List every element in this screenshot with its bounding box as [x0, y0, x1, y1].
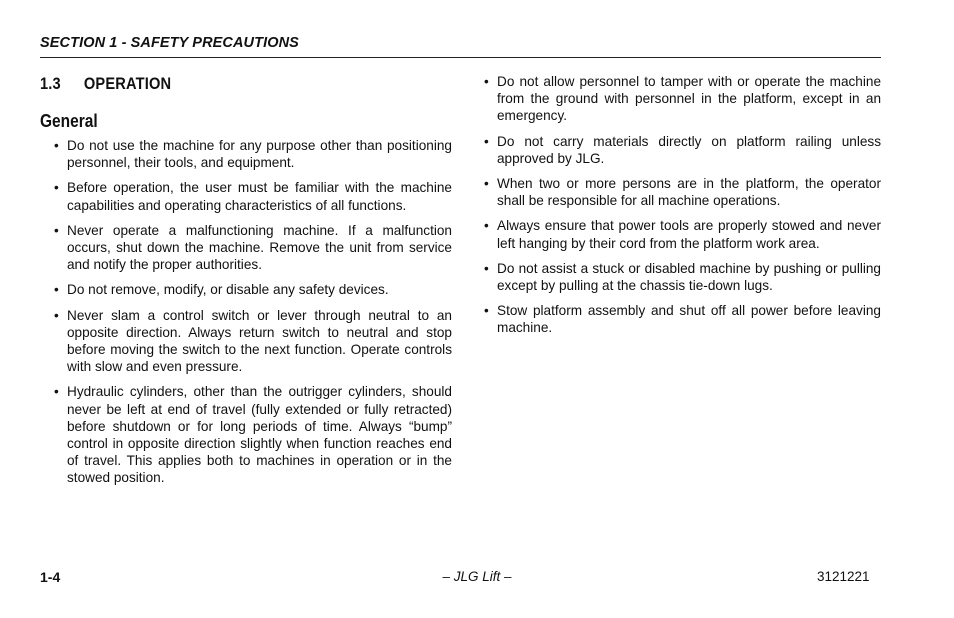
bullet-icon: •: [484, 218, 489, 234]
bullet-text: Do not assist a stuck or disabled machine by pushing or pulling except by pulling at the chassis tie-down lugs.: [497, 260, 881, 294]
section-title-text: OPERATION: [83, 74, 172, 93]
document-number: 3121221: [817, 569, 870, 584]
bullet-text: Stow platform assembly and shut off all power before leaving machine.: [497, 303, 881, 336]
header-rule: [40, 57, 881, 58]
right-bullet-list: [484, 73, 881, 345]
bullet-item: [54, 383, 452, 486]
bullet-item: [484, 175, 881, 209]
bullet-text: Do not carry materials directly on platform railing unless approved by JLG.: [497, 133, 881, 166]
bullet-icon: •: [54, 138, 59, 153]
footer-title: – JLG Lift –: [442, 569, 512, 584]
bullet-item: [54, 222, 452, 274]
bullet-icon: •: [484, 176, 489, 192]
section-number: 1.3: [40, 74, 61, 93]
bullet-text: Do not allow personnel to tamper with or operate the machine from the ground with personnel in the platform, except in an emergency.: [497, 74, 881, 124]
bullet-icon: •: [484, 133, 489, 149]
bullet-icon: •: [484, 260, 489, 276]
bullet-text: Do not remove, modify, or disable any safety devices.: [67, 282, 389, 298]
bullet-icon: •: [54, 180, 59, 196]
bullet-text: Do not use the machine for any purpose other than positioning personnel, their tools, and equipment.: [67, 138, 452, 171]
bullet-icon: •: [54, 282, 59, 298]
section-header: SECTION 1 - SAFETY PRECAUTIONS: [40, 35, 299, 51]
bullet-icon: •: [54, 384, 59, 400]
subsection-title: General: [40, 111, 98, 131]
bullet-item: [54, 281, 452, 298]
bullet-item: [54, 179, 452, 213]
section-title: [40, 74, 171, 94]
bullet-text: Before operation, the user must be familiar with the machine capabilities and operating characteristics of all functions.: [67, 180, 452, 213]
bullet-text: Hydraulic cylinders, other than the outrigger cylinders, should never be left at end of travel (fully extended or fully retracted) before shutdown or for long periods of time. Always “bump” control in opposite direction slightly when function reaches end of travel. This applies both to machines in operation or in the stowed position.: [67, 384, 452, 486]
bullet-item: [54, 137, 452, 171]
bullet-icon: •: [484, 303, 489, 319]
bullet-item: [54, 307, 452, 376]
bullet-item: [484, 260, 881, 294]
bullet-text: Never slam a control switch or lever through neutral to an opposite direction. Always return switch to neutral and stop before moving the switch to the next function. Operate controls with slow and even pressure.: [67, 307, 452, 375]
bullet-icon: •: [484, 74, 489, 89]
bullet-item: [484, 217, 881, 251]
bullet-item: [484, 133, 881, 167]
bullet-icon: •: [54, 222, 59, 238]
bullet-item: [484, 302, 881, 336]
left-bullet-list: [54, 137, 452, 495]
bullet-text: When two or more persons are in the platform, the operator shall be responsible for all machine operations.: [497, 176, 881, 209]
bullet-item: [484, 73, 881, 125]
bullet-text: Never operate a malfunctioning machine. If a malfunction occurs, shut down the machine. Remove the unit from service and notify the proper authorities.: [67, 222, 452, 273]
bullet-icon: •: [54, 307, 59, 323]
page-number: 1-4: [40, 569, 61, 585]
bullet-text: Always ensure that power tools are properly stowed and never left hanging by their cord from the platform work area.: [497, 218, 881, 251]
